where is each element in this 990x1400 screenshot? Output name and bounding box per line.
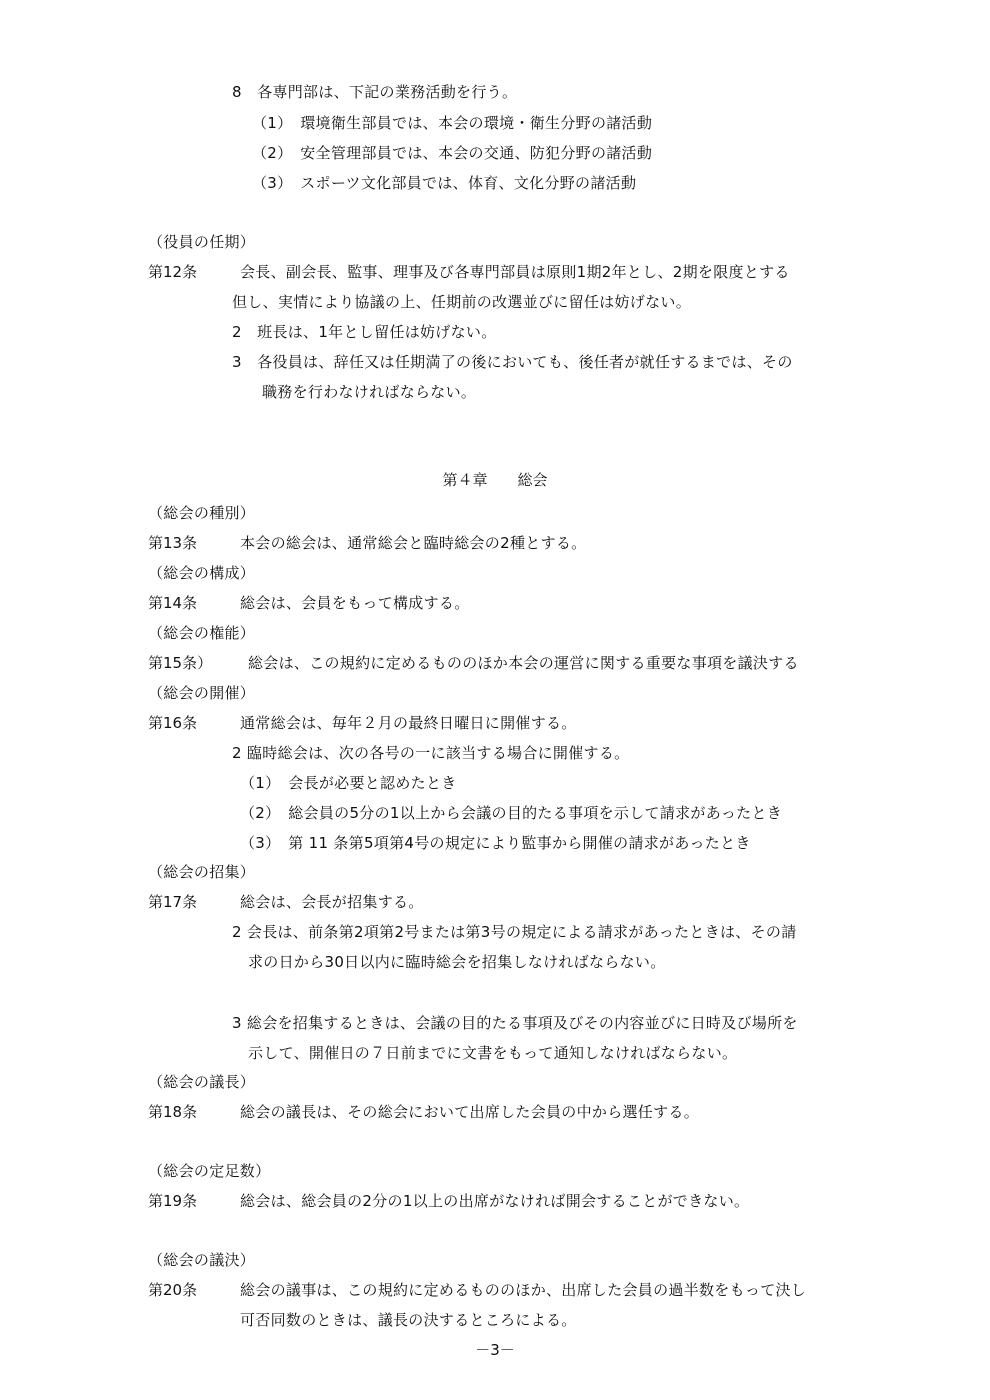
article-19-heading: （総会の定足数） <box>148 1162 271 1180</box>
article-19-number: 第19条 <box>148 1192 198 1210</box>
article-17-number: 第17条 <box>148 893 198 911</box>
article-20-text-2: 可否同数のときは、議長の決するところによる。 <box>240 1311 577 1329</box>
page-number: －3－ <box>475 1341 515 1359</box>
article-12-text-2: 但し、実情により協議の上、任期前の改選並びに留任は妨げない。 <box>232 293 692 311</box>
article-13-text: 本会の総会は、通常総会と臨時総会の2種とする。 <box>240 534 587 552</box>
article-16-item-1: （1） 会長が必要と認めたとき <box>240 774 457 792</box>
article-16-item-3: （3） 第 11 条第5項第4号の規定により監事から開催の請求があったとき <box>240 834 751 852</box>
clause-8-item-1: （1） 環境衛生部員では、本会の環境・衛生分野の諸活動 <box>252 114 653 132</box>
article-18-heading: （総会の議長） <box>148 1073 256 1091</box>
article-16-number: 第16条 <box>148 714 198 732</box>
article-17-paragraph-2-line-1: 2 会長は、前条第2項第2号または第3号の規定による請求があったときは、その請 <box>232 923 797 941</box>
article-20-heading: （総会の議決） <box>148 1251 256 1269</box>
clause-8-text: 8 各専門部は、下記の業務活動を行う。 <box>232 83 518 101</box>
clause-8-item-2: （2） 安全管理部員では、本会の交通、防犯分野の諸活動 <box>252 144 653 162</box>
article-17-paragraph-2-line-2: 求の日から30日以内に臨時総会を招集しなければならない。 <box>248 953 666 971</box>
clause-8-item-3: （3） スポーツ文化部員では、体育、文化分野の諸活動 <box>252 174 637 192</box>
article-16-heading: （総会の開催） <box>148 684 256 702</box>
article-16-item-2: （2） 総会員の5分の1以上から会議の目的たる事項を示して請求があったとき <box>240 804 783 822</box>
article-12-text-1: 会長、副会長、監事、理事及び各専門部員は原則1期2年とし、2期を限度とする <box>240 263 790 281</box>
article-12-paragraph-2: 2 班長は、1年とし留任は妨げない。 <box>232 323 497 341</box>
article-14-number: 第14条 <box>148 594 198 612</box>
article-16-paragraph-2: 2 臨時総会は、次の各号の一に該当する場合に開催する。 <box>232 744 630 762</box>
article-15-number: 第15条） <box>148 654 213 672</box>
article-12-paragraph-3-line-1: 3 各役員は、辞任又は任期満了の後においても、後任者が就任するまでは、その <box>232 353 793 371</box>
article-17-text: 総会は、会長が招集する。 <box>240 893 424 911</box>
article-15-heading: （総会の権能） <box>148 624 256 642</box>
article-20-text-1: 総会の議事は、この規約に定めるもののほか、出席した会員の過半数をもって決し <box>240 1281 807 1299</box>
article-12-heading: （役員の任期） <box>148 233 256 251</box>
article-13-heading: （総会の種別） <box>148 504 256 522</box>
article-19-text: 総会は、総会員の2分の1以上の出席がなければ開会することができない。 <box>240 1192 750 1210</box>
article-13-number: 第13条 <box>148 534 198 552</box>
article-14-text: 総会は、会員をもって構成する。 <box>240 594 470 612</box>
article-18-number: 第18条 <box>148 1103 198 1121</box>
article-16-text: 通常総会は、毎年２月の最終日曜日に開催する。 <box>240 714 577 732</box>
article-12-paragraph-3-line-2: 職務を行わなければならない。 <box>262 383 477 401</box>
article-14-heading: （総会の構成） <box>148 564 256 582</box>
article-17-heading: （総会の招集） <box>148 863 256 881</box>
chapter-4-title: 第４章 総会 <box>442 471 548 489</box>
article-15-text: 総会は、この規約に定めるもののほか本会の運営に関する重要な事項を議決する <box>248 654 799 672</box>
article-12-number: 第12条 <box>148 263 198 281</box>
article-18-text: 総会の議長は、その総会において出席した会員の中から選任する。 <box>240 1103 700 1121</box>
article-17-paragraph-3-line-2: 示して、開催日の７日前までに文書をもって通知しなければならない。 <box>248 1044 738 1062</box>
article-20-number: 第20条 <box>148 1281 198 1299</box>
article-17-paragraph-3-line-1: 3 総会を招集するときは、会議の目的たる事項及びその内容並びに日時及び場所を <box>232 1014 798 1032</box>
